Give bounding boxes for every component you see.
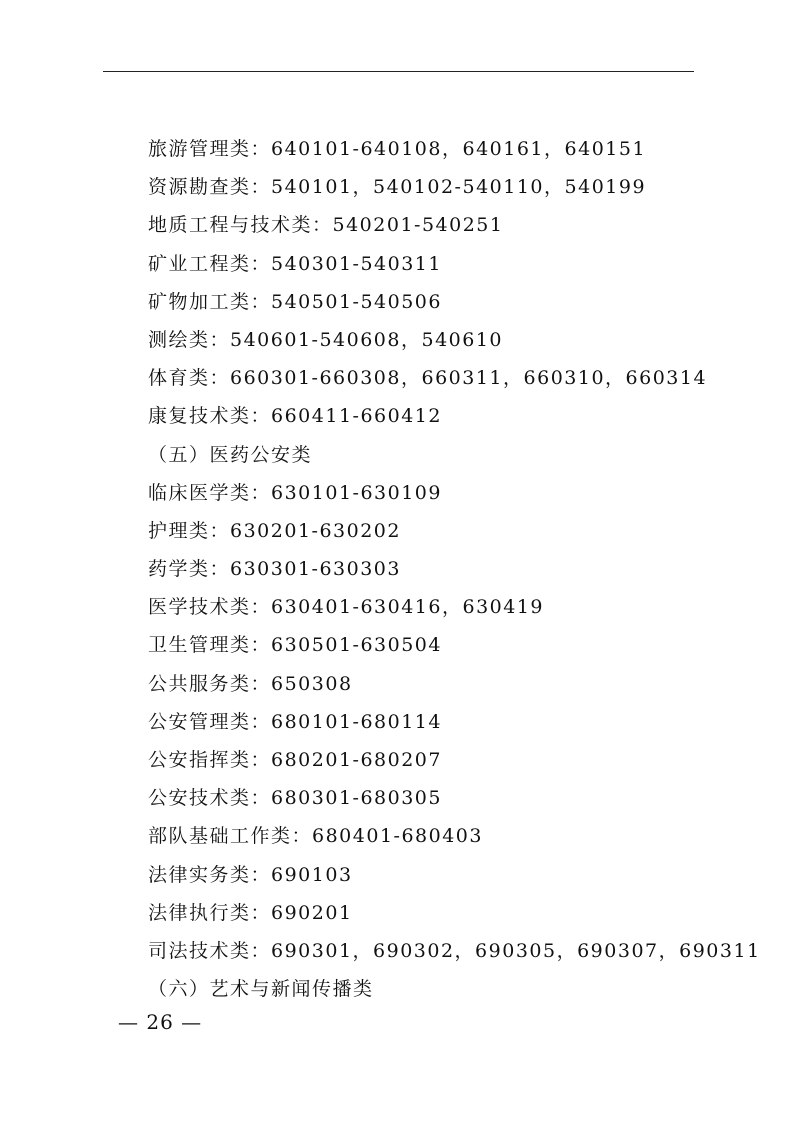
list-item: 公共服务类：650308 (148, 672, 353, 695)
header-rule (103, 71, 694, 72)
category-list (148, 130, 761, 1008)
section-heading: （六）艺术与新闻传播类 (148, 978, 374, 1001)
list-item: 护理类：630201-630202 (148, 519, 401, 542)
list-item: 测绘类：540601-540608，540610 (148, 328, 504, 351)
list-item: 体育类：660301-660308，660311，660310，660314 (148, 367, 708, 390)
list-item: 法律执行类：690201 (148, 901, 353, 924)
list-item: 矿物加工类：540501-540506 (148, 290, 442, 313)
list-item: 公安指挥类：680201-680207 (148, 749, 442, 771)
list-item: 康复技术类：660411-660412 (148, 405, 442, 428)
list-item: 医学技术类：630401-630416，630419 (148, 596, 545, 619)
list-item: 部队基础工作类：680401-680403 (148, 825, 483, 848)
list-item: 药学类：630301-630303 (148, 558, 401, 581)
page-number: — 26 — (118, 1010, 203, 1034)
list-item: 公安技术类：680301-680305 (148, 787, 442, 810)
list-item: 临床医学类：630101-630109 (148, 481, 442, 504)
section-heading: （五）医药公安类 (148, 443, 313, 466)
list-item: 卫生管理类：630501-630504 (148, 634, 442, 657)
list-item: 司法技术类：690301，690302，690305，690307，690311 (148, 939, 761, 962)
list-item: 旅游管理类：640101-640108，640161，640151 (148, 138, 647, 160)
list-item: 资源勘查类：540101，540102-540110，540199 (148, 176, 647, 199)
list-item: 法律实务类：690103 (148, 863, 353, 886)
list-item: 矿业工程类：540301-540311 (148, 252, 442, 275)
list-item: 公安管理类：680101-680114 (148, 710, 442, 733)
list-item: 地质工程与技术类：540201-540251 (148, 214, 504, 237)
